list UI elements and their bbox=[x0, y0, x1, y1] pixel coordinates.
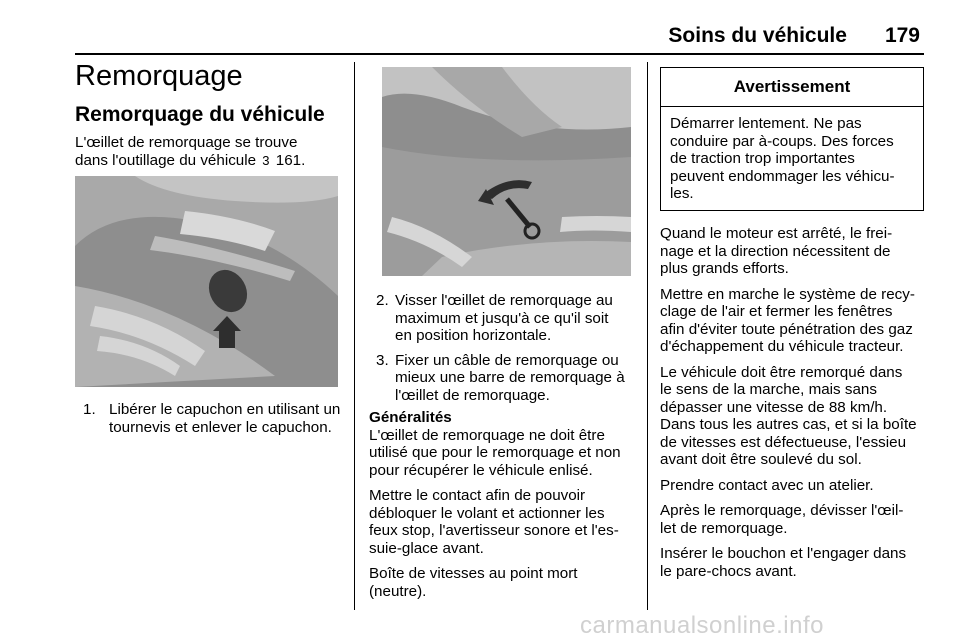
page-header bbox=[70, 24, 920, 48]
step-text: maximum et jusqu'à ce qu'il soit bbox=[395, 309, 609, 327]
paragraph-line: afin d'éviter toute pénétration des gaz bbox=[660, 320, 913, 338]
general-paragraph bbox=[369, 427, 625, 480]
paragraph-line: Boîte de vitesses au point mort bbox=[369, 565, 578, 582]
warning-line: peuvent endommager les véhicu- bbox=[670, 167, 895, 185]
watermark: carmanualsonline.info bbox=[580, 612, 824, 639]
paragraph-line: avant doit être soulevé du sol. bbox=[660, 451, 862, 468]
paragraph-line: feux stop, l'avertisseur sonore et l'es- bbox=[369, 522, 619, 539]
page-ref-icon: 3 bbox=[262, 152, 270, 168]
header-rule bbox=[75, 53, 924, 55]
recirculation-paragraph bbox=[660, 286, 926, 356]
intro-line: L'œillet de remorquage se trouve bbox=[75, 134, 298, 151]
subtitle: Remorquage du véhicule bbox=[75, 103, 325, 126]
intro-text: dans l'outillage du véhicule bbox=[75, 151, 257, 169]
general-heading: Généralités bbox=[369, 409, 452, 426]
paragraph-line: Mettre en marche le système de recy- bbox=[660, 285, 915, 303]
step-3 bbox=[369, 352, 625, 405]
bumper-cap-illustration bbox=[75, 176, 338, 387]
paragraph-line: (neutre). bbox=[369, 582, 427, 600]
paragraph-line: le sens de la marche, mais sans bbox=[660, 381, 877, 398]
page-number: 179 bbox=[884, 24, 920, 47]
warning-line: de traction trop importantes bbox=[670, 150, 855, 167]
paragraph-line: Insérer le bouchon et l'engager dans bbox=[660, 545, 907, 562]
warning-body bbox=[661, 107, 923, 203]
warning-line: conduire par à-coups. Des forces bbox=[670, 132, 894, 150]
step-text: en position horizontale. bbox=[395, 327, 552, 344]
section-title: Soins du véhicule bbox=[668, 24, 847, 47]
warning-title: Avertissement bbox=[661, 68, 923, 107]
paragraph-line: le pare-chocs avant. bbox=[660, 562, 797, 580]
step-text: tournevis et enlever le capuchon. bbox=[109, 418, 332, 436]
step-text: Libérer le capuchon en utilisant un bbox=[109, 401, 341, 418]
paragraph-line: nage et la direction nécessitent de bbox=[660, 242, 891, 260]
paragraph-line: de vitesses est défectueuse, l'essieu bbox=[660, 433, 907, 451]
paragraph-line: débloquer le volant et actionner les bbox=[369, 504, 605, 522]
direction-paragraph bbox=[660, 364, 926, 469]
page-ref-link[interactable]: 161. bbox=[275, 151, 306, 169]
main-title: Remorquage bbox=[75, 60, 243, 92]
towing-eye-illustration bbox=[382, 67, 631, 276]
step-text: mieux une barre de remorquage à bbox=[395, 369, 625, 386]
paragraph-line: clage de l'air et fermer les fenêtres bbox=[660, 303, 893, 320]
step-2 bbox=[369, 292, 625, 345]
paragraph-line: pour récupérer le véhicule enlisé. bbox=[369, 461, 593, 479]
paragraph-line: Quand le moteur est arrêté, le frei- bbox=[660, 225, 893, 242]
step-number: 3. bbox=[376, 351, 389, 369]
paragraph-line: d'échappement du véhicule tracteur. bbox=[660, 338, 904, 355]
step-text: l'œillet de remorquage. bbox=[395, 386, 550, 404]
paragraph-line: let de remorquage. bbox=[660, 519, 788, 537]
gearbox-paragraph bbox=[369, 565, 625, 600]
step-number: 2. bbox=[376, 292, 389, 309]
paragraph-line: Prendre contact avec un atelier. bbox=[660, 476, 874, 494]
towing-eye-figure bbox=[382, 67, 631, 276]
paragraph-line: dépasser une vitesse de 88 km/h. bbox=[660, 398, 888, 416]
step-text: Visser l'œillet de remorquage au bbox=[395, 292, 613, 309]
column-divider-2 bbox=[647, 62, 648, 610]
warning-line: les. bbox=[670, 185, 694, 202]
step-text: Fixer un câble de remorquage ou bbox=[395, 351, 619, 369]
bumper-cap-figure bbox=[75, 176, 338, 387]
warning-box bbox=[660, 67, 924, 211]
paragraph-line: utilisé que pour le remorquage et non bbox=[369, 444, 621, 461]
after-towing-paragraph bbox=[660, 502, 926, 537]
workshop-paragraph bbox=[660, 477, 926, 495]
warning-line: Démarrer lentement. Ne pas bbox=[670, 115, 862, 132]
step-1 bbox=[83, 401, 340, 436]
paragraph-line: L'œillet de remorquage ne doit être bbox=[369, 426, 605, 444]
step-number: 1. bbox=[83, 401, 96, 418]
paragraph-line: Après le remorquage, dévisser l'œil- bbox=[660, 502, 904, 519]
ignition-paragraph bbox=[369, 487, 625, 557]
paragraph-line: plus grands efforts. bbox=[660, 260, 789, 277]
paragraph-line: Le véhicule doit être remorqué dans bbox=[660, 363, 903, 381]
column-3 bbox=[660, 225, 926, 580]
paragraph-line: suie-glace avant. bbox=[369, 539, 484, 557]
column-divider-1 bbox=[354, 62, 355, 610]
engine-off-paragraph bbox=[660, 225, 926, 278]
cap-paragraph bbox=[660, 545, 926, 580]
paragraph-line: Mettre le contact afin de pouvoir bbox=[369, 487, 586, 504]
paragraph-line: Dans tous les autres cas, et si la boîte bbox=[660, 416, 917, 433]
intro-line bbox=[75, 152, 305, 170]
